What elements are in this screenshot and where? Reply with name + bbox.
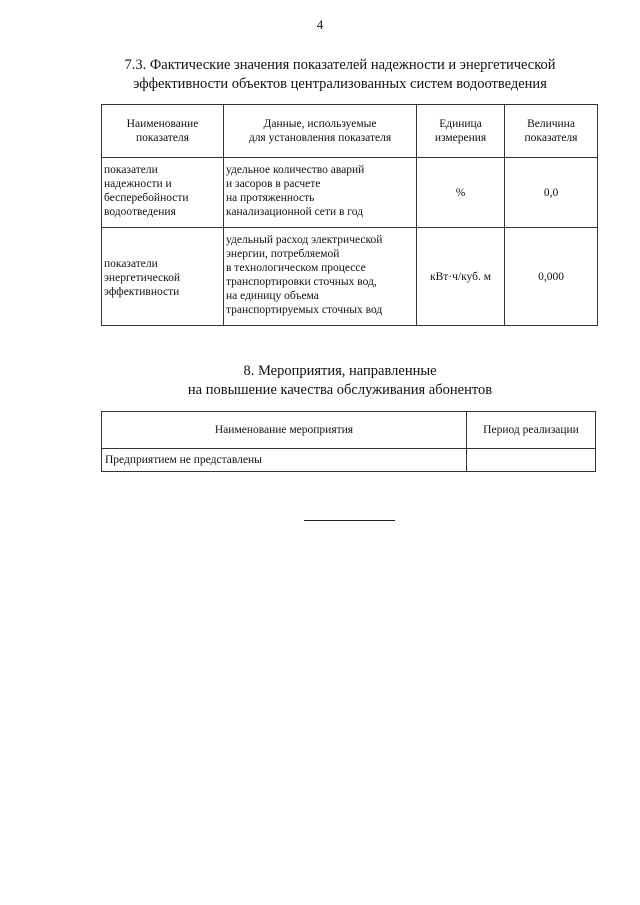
cell-line: надежности и xyxy=(104,178,172,190)
cell-line: показатели xyxy=(104,258,158,270)
header-value xyxy=(505,105,598,158)
header-line: Наименование xyxy=(126,118,199,130)
header-line: показателя xyxy=(136,132,189,144)
cell-line: энергии, потребляемой xyxy=(226,248,340,260)
heading-line: 7.3. Фактические значения показателей надежности и энергетической xyxy=(124,57,556,73)
header-line: Данные, используемые xyxy=(263,118,377,130)
header-period: Период реализации xyxy=(467,412,596,449)
cell-line: транспортируемых сточных вод xyxy=(226,304,383,316)
cell-line: бесперебойности xyxy=(104,192,189,204)
cell-line: эффективности xyxy=(104,286,180,298)
indicator-name-cell xyxy=(102,228,224,326)
cell-line: удельное количество аварий xyxy=(226,164,365,176)
table-row xyxy=(102,228,598,326)
header-line: измерения xyxy=(434,132,487,144)
table-row xyxy=(102,449,596,472)
header-line: Единица xyxy=(439,118,482,130)
period-cell xyxy=(467,449,596,472)
end-divider xyxy=(304,520,395,521)
table-row xyxy=(102,158,598,228)
cell-line: транспортировки сточных вод, xyxy=(226,276,377,288)
heading-line: 8. Мероприятия, направленные xyxy=(243,363,437,379)
header-indicator-name xyxy=(102,105,224,158)
cell-line: канализационной сети в год xyxy=(226,206,363,218)
cell-line: и засоров в расчете xyxy=(226,178,321,190)
header-measure-name: Наименование мероприятия xyxy=(102,412,467,449)
value-cell: 0,0 xyxy=(505,158,598,228)
unit-cell: % xyxy=(417,158,505,228)
cell-line: водоотведения xyxy=(104,206,176,218)
cell-line: удельный расход электрической xyxy=(226,234,383,246)
cell-line: энергетической xyxy=(104,272,180,284)
header-unit xyxy=(417,105,505,158)
section-7-3-heading xyxy=(60,56,620,94)
page-number: 4 xyxy=(316,17,324,32)
header-data-used xyxy=(224,105,417,158)
unit-cell: кВт·ч/куб. м xyxy=(417,228,505,326)
header-line: показателя xyxy=(524,132,578,144)
heading-line: эффективности объектов централизованных систем водоотведения xyxy=(133,76,547,92)
cell-line: в технологическом процессе xyxy=(226,262,366,274)
heading-line: на повышение качества обслуживания абонентов xyxy=(187,382,493,398)
section-8-heading xyxy=(60,362,620,400)
header-line: Величина xyxy=(527,118,575,130)
table-header-row xyxy=(102,412,596,449)
table-header-row xyxy=(102,105,598,158)
data-used-cell xyxy=(224,158,417,228)
header-line: для установления показателя xyxy=(248,132,392,144)
measures-table xyxy=(101,411,596,472)
indicators-table xyxy=(101,104,598,326)
data-used-cell xyxy=(224,228,417,326)
value-cell: 0,000 xyxy=(505,228,598,326)
cell-line: на единицу объема xyxy=(226,290,319,302)
measure-name-cell: Предприятием не представлены xyxy=(102,449,467,472)
indicator-name-cell xyxy=(102,158,224,228)
cell-line: показатели xyxy=(104,164,158,176)
cell-line: на протяженность xyxy=(226,192,315,204)
